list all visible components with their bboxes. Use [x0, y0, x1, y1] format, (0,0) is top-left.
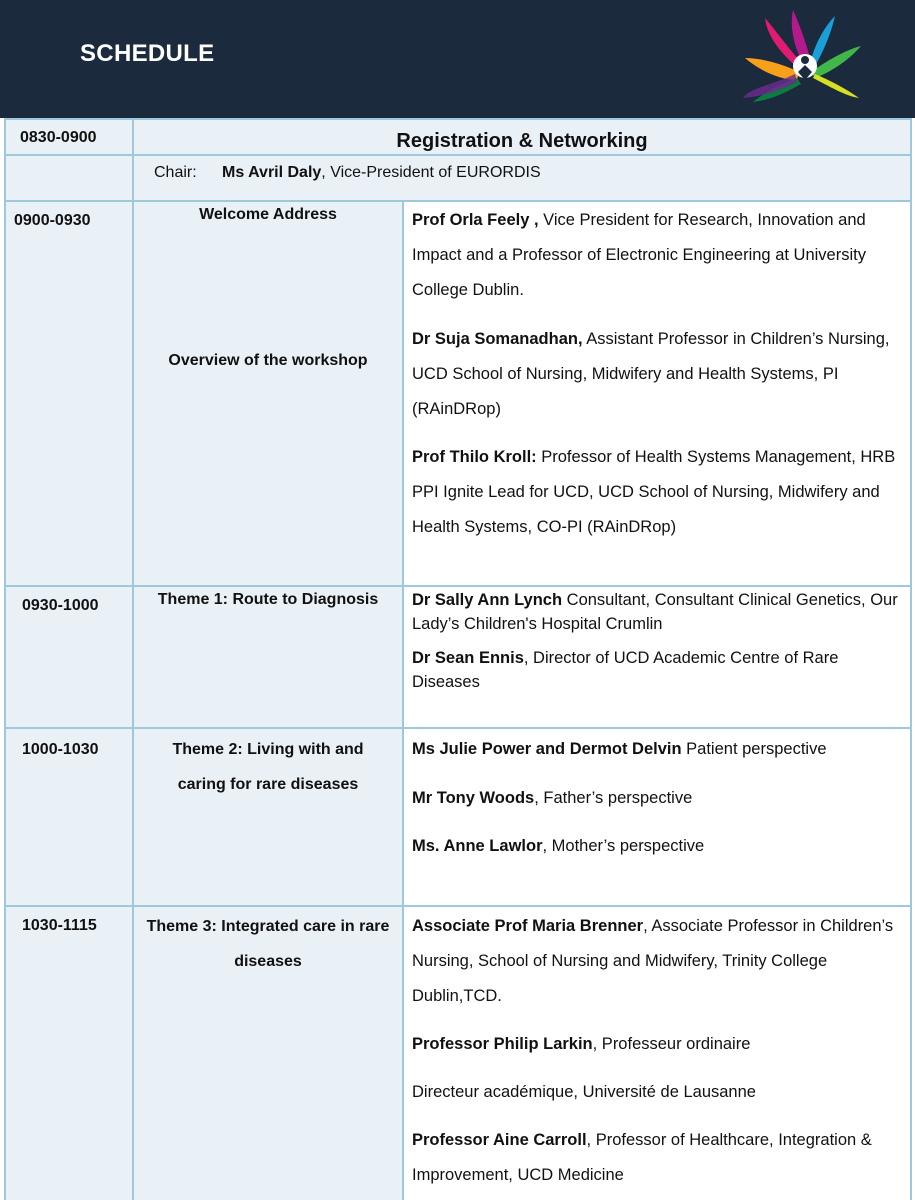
speaker-name: Mr Tony Woods: [412, 789, 535, 807]
speaker-desc: Consultant, Consultant Clinical Genetics, Our Lady’s Children's Hospital Crumlin: [412, 591, 898, 633]
speaker-name: Dr Suja Somanadhan,: [412, 330, 583, 348]
registration-title: Registration & Networking: [396, 130, 648, 152]
speaker-desc: Vice President for Research, Innovation and Impact and a Professor of Electronic Engineering at University College Dublin.: [412, 211, 866, 299]
time-cell: [4, 727, 134, 907]
time-label: 0930-1000: [22, 597, 99, 614]
time-cell: [4, 118, 134, 156]
speakers-cell: [402, 727, 912, 907]
speaker-entry: [412, 646, 904, 694]
speakers-cell: [402, 200, 912, 587]
chair-left-cell: [4, 154, 134, 202]
chair-line: [154, 164, 541, 182]
chair-cell: [132, 154, 912, 202]
speaker-name: Dr Sally Ann Lynch: [412, 591, 563, 609]
time-cell: [4, 585, 134, 729]
speaker-entry: [412, 732, 904, 767]
speaker-desc: , Professeur ordinaire: [592, 1035, 751, 1053]
speaker-entry: [412, 909, 904, 1014]
session-title: Theme 2: Living with and caring for rare diseases: [172, 741, 364, 793]
speaker-desc: , Father’s perspective: [534, 789, 693, 807]
speaker-entry: [412, 440, 904, 545]
speaker-entry: [412, 1027, 904, 1062]
speaker-entry: [412, 588, 904, 636]
raindrop-hands-logo: [740, 8, 870, 104]
header-bar: [0, 0, 915, 118]
chair-label: Chair:: [154, 164, 197, 181]
session-title-cell: [132, 585, 404, 729]
speaker-entry: [412, 829, 904, 864]
time-label: 0900-0930: [14, 212, 91, 229]
session-title: Theme 1: Route to Diagnosis: [157, 591, 379, 608]
speaker-name: Dr Sean Ennis: [412, 649, 524, 667]
session-title: Theme 3: Integrated care in rare diseases: [146, 918, 390, 970]
speaker-entry: [412, 781, 904, 816]
speaker-name: Associate Prof Maria Brenner: [412, 917, 644, 935]
session-title-cell: [132, 727, 404, 907]
speaker-desc: , Professor of Healthcare, Integration & Improvement, UCD Medicine: [412, 1131, 872, 1184]
time-cell: [4, 905, 134, 1200]
session-title: Overview of the workshop: [168, 352, 368, 369]
registration-title-cell: [132, 118, 912, 156]
speaker-name: Professor Philip Larkin: [412, 1035, 593, 1053]
time-label: 0830-0900: [20, 129, 97, 146]
speakers-cell: [402, 585, 912, 729]
speaker-desc: Directeur académique, Université de Lausanne: [412, 1083, 756, 1101]
speaker-entry: [412, 322, 904, 427]
speaker-desc: Patient perspective: [681, 740, 827, 758]
session-title-cell: [132, 200, 404, 587]
session-title: Welcome Address: [199, 206, 337, 223]
speaker-entry: [412, 1075, 904, 1110]
speaker-desc: Professor of Health Systems Management, HRB PPI Ignite Lead for UCD, UCD School of Nursing, Midwifery and Health Systems, CO-PI (RAinDRop): [412, 448, 896, 536]
speaker-name: Ms. Anne Lawlor: [412, 837, 543, 855]
chair-name: Ms Avril Daly: [222, 164, 322, 181]
speaker-desc: , Director of UCD Academic Centre of Rare Diseases: [412, 649, 839, 691]
speaker-name: Ms Julie Power and Dermot Delvin: [412, 740, 682, 758]
time-cell: [4, 200, 134, 587]
chair-role: , Vice-President of EURORDIS: [321, 164, 541, 181]
time-label: 1000-1030: [22, 741, 99, 758]
speaker-entry: [412, 203, 904, 308]
speaker-desc: Assistant Professor in Children’s Nursing, UCD School of Nursing, Midwifery and Health Systems, PI (RAinDRop): [412, 330, 890, 418]
speaker-name: Prof Orla Feely ,: [412, 211, 539, 229]
speaker-desc: , Mother’s perspective: [542, 837, 705, 855]
speaker-name: Prof Thilo Kroll:: [412, 448, 537, 466]
session-title-cell: [132, 905, 404, 1200]
speaker-entry: [412, 1123, 904, 1193]
speaker-name: Professor Aine Carroll: [412, 1131, 587, 1149]
time-label: 1030-1115: [22, 917, 97, 934]
speaker-desc: , Associate Professor in Children’s Nursing, School of Nursing and Midwifery, Trinity College Dublin,TCD.: [412, 917, 894, 1005]
page-title: SCHEDULE: [80, 40, 215, 67]
speakers-cell: [402, 905, 912, 1200]
